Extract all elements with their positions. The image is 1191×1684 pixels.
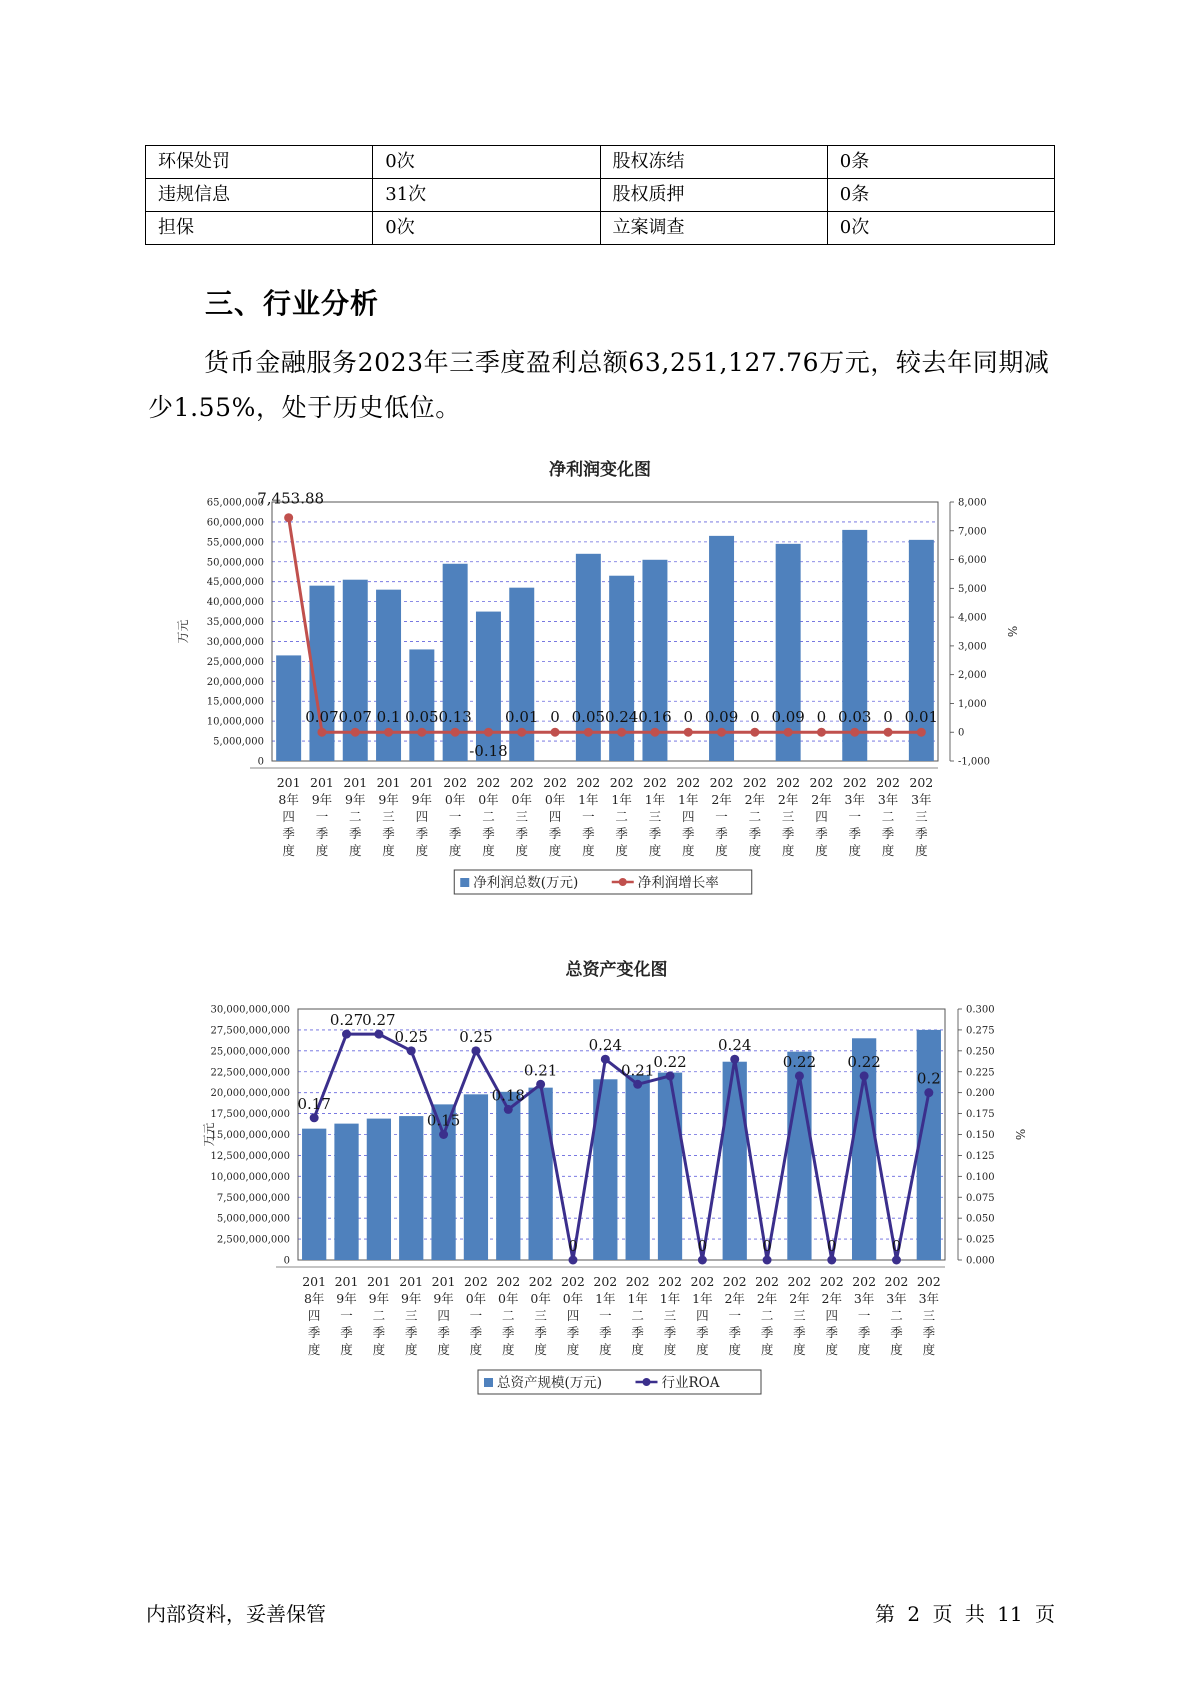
y-tick-label: 50,000,000 bbox=[206, 557, 264, 569]
y-tick-label: 12,500,000,000 bbox=[210, 1150, 290, 1162]
y2-tick-label: 0.050 bbox=[966, 1213, 995, 1225]
line-point bbox=[407, 1046, 416, 1055]
x-tick-label: 202 1年二季度 bbox=[625, 1274, 650, 1357]
y2-tick-label: 0.225 bbox=[966, 1067, 995, 1079]
line-point bbox=[417, 728, 426, 737]
line-point bbox=[666, 1071, 675, 1080]
chart-legend bbox=[454, 870, 752, 894]
x-tick-label: 202 3年一季度 bbox=[842, 775, 867, 858]
x-tick-label: 201 8年四季度 bbox=[276, 775, 301, 858]
y-tick-label: 7,500,000,000 bbox=[216, 1192, 290, 1204]
data-label: 0.27 bbox=[329, 1011, 364, 1030]
data-label: 0.05 bbox=[405, 708, 439, 727]
data-label: 0.18 bbox=[491, 1086, 525, 1105]
chart-title: 总资产变化图 bbox=[565, 960, 668, 980]
y2-tick-label: 0.000 bbox=[966, 1255, 995, 1267]
x-tick-label: 202 0年一季度 bbox=[443, 775, 468, 858]
bar bbox=[528, 1088, 552, 1260]
data-label: 0 bbox=[816, 708, 827, 727]
y-tick-label: 22,500,000,000 bbox=[210, 1067, 290, 1079]
y-tick-label: 17,500,000,000 bbox=[210, 1109, 290, 1121]
x-tick-label: 201 9年一季度 bbox=[334, 1274, 359, 1357]
line-point bbox=[860, 1071, 869, 1080]
y-tick-label: 15,000,000,000 bbox=[210, 1130, 290, 1141]
y2-tick-label: 0.200 bbox=[966, 1088, 995, 1100]
line-point bbox=[850, 728, 859, 737]
bar bbox=[464, 1094, 488, 1260]
risk-value-cell: 0次 bbox=[373, 212, 600, 245]
y2-tick-label: 0.275 bbox=[966, 1025, 995, 1037]
line-point bbox=[439, 1130, 448, 1139]
y-tick-label: 20,000,000 bbox=[206, 676, 264, 688]
y-tick-label: 30,000,000,000 bbox=[210, 1004, 290, 1016]
bar bbox=[842, 530, 867, 761]
chart-svg bbox=[0, 950, 1191, 1420]
line-point bbox=[763, 1256, 772, 1265]
risk-info-table bbox=[145, 145, 1055, 245]
line-point bbox=[924, 1088, 933, 1097]
x-tick-label: 202 3年二季度 bbox=[884, 1274, 909, 1357]
table-row bbox=[146, 179, 1055, 212]
data-label: -0.18 bbox=[469, 742, 508, 761]
x-tick-label: 201 9年二季度 bbox=[343, 775, 368, 858]
y-tick-label: 10,000,000,000 bbox=[210, 1171, 290, 1183]
data-label: 0 bbox=[550, 708, 560, 727]
line-point bbox=[471, 1046, 480, 1055]
data-label: 7,453.88 bbox=[257, 489, 325, 508]
x-tick-label: 201 9年一季度 bbox=[310, 775, 334, 858]
y2-tick-label: 0 bbox=[958, 727, 965, 739]
data-label: 0.01 bbox=[505, 708, 539, 727]
chart-svg bbox=[0, 450, 1191, 920]
data-label: 0.17 bbox=[297, 1094, 331, 1113]
section-title: 三、行业分析 bbox=[205, 287, 380, 320]
y2-tick-label: 7,000 bbox=[958, 526, 987, 538]
y2-axis-title: % bbox=[1005, 625, 1019, 638]
data-label: 0.2 bbox=[916, 1069, 941, 1088]
y2-tick-label: 0.100 bbox=[966, 1171, 995, 1183]
risk-value-cell: 0条 bbox=[827, 146, 1054, 179]
x-tick-label: 201 8年四季度 bbox=[302, 1274, 327, 1357]
line-point bbox=[351, 728, 360, 737]
y2-tick-label: 3,000 bbox=[958, 641, 987, 653]
legend-bar-label: 净利润总数(万元) bbox=[473, 875, 579, 891]
data-label: 0.21 bbox=[523, 1061, 558, 1080]
data-label: 0 bbox=[568, 1237, 578, 1255]
y-tick-label: 25,000,000 bbox=[206, 656, 264, 668]
legend-bar-swatch bbox=[484, 1378, 493, 1387]
line-point bbox=[892, 1256, 901, 1265]
bar bbox=[658, 1073, 682, 1260]
risk-value-cell: 31次 bbox=[373, 179, 600, 212]
data-label: 0 bbox=[697, 1237, 708, 1255]
x-tick-label: 202 2年四季度 bbox=[809, 775, 834, 858]
x-tick-label: 201 9年三季度 bbox=[376, 775, 401, 858]
data-label: 0.16 bbox=[638, 708, 672, 727]
line-point bbox=[617, 728, 626, 737]
x-tick-label: 202 0年三季度 bbox=[509, 775, 534, 858]
bar bbox=[409, 649, 434, 761]
line-point bbox=[917, 728, 926, 737]
x-tick-label: 202 2年三季度 bbox=[776, 775, 801, 858]
x-tick-label: 201 9年四季度 bbox=[431, 1274, 456, 1357]
y-tick-label: 15,000,000 bbox=[206, 696, 264, 708]
analysis-paragraph: 货币金融服务2023年三季度盈利总额63,251,127.76万元，较去年同期减少1.55%，处于历史低位。 bbox=[148, 348, 1050, 422]
x-tick-label: 202 2年二季度 bbox=[742, 775, 767, 858]
bar bbox=[917, 1030, 941, 1260]
y-tick-label: 2,500,000,000 bbox=[216, 1234, 290, 1246]
y2-tick-label: 8,000 bbox=[958, 497, 987, 509]
bar bbox=[302, 1129, 326, 1260]
y-tick-label: 5,000,000 bbox=[213, 736, 264, 748]
y-tick-label: 27,500,000,000 bbox=[210, 1025, 290, 1037]
y-tick-label: 30,000,000 bbox=[206, 636, 264, 648]
x-tick-label: 202 0年二季度 bbox=[496, 1274, 521, 1357]
risk-value-cell: 0次 bbox=[827, 212, 1054, 245]
line-point bbox=[484, 728, 493, 737]
x-tick-label: 202 3年三季度 bbox=[909, 775, 934, 858]
bar bbox=[496, 1092, 520, 1260]
risk-label-cell: 股权质押 bbox=[600, 179, 827, 212]
x-tick-label: 202 2年二季度 bbox=[755, 1274, 780, 1357]
net-profit-chart bbox=[0, 450, 1191, 920]
y-tick-label: 35,000,000 bbox=[206, 617, 264, 629]
line-point bbox=[384, 728, 393, 737]
risk-value-cell: 0次 bbox=[373, 146, 600, 179]
x-tick-label: 202 1年三季度 bbox=[643, 775, 667, 858]
line-point bbox=[601, 1055, 610, 1064]
y2-tick-label: 0.025 bbox=[966, 1234, 995, 1246]
y-axis-title: 万元 bbox=[202, 1122, 216, 1147]
legend-line-label: 行业ROA bbox=[661, 1375, 720, 1391]
data-label: 0.24 bbox=[604, 708, 639, 727]
footer-page-number: 第 2 页 共 11 页 bbox=[875, 1602, 1055, 1626]
x-tick-label: 202 0年四季度 bbox=[561, 1274, 585, 1357]
bar bbox=[276, 655, 301, 761]
y2-tick-label: 0.250 bbox=[966, 1046, 995, 1058]
y-tick-label: 55,000,000 bbox=[206, 537, 264, 549]
x-tick-label: 202 0年四季度 bbox=[543, 775, 567, 858]
x-tick-label: 202 1年四季度 bbox=[690, 1274, 715, 1357]
data-label: 0.09 bbox=[704, 708, 739, 727]
bar bbox=[626, 1075, 650, 1260]
data-label: 0.07 bbox=[338, 708, 372, 727]
line-point bbox=[284, 513, 293, 522]
line-point bbox=[827, 1256, 836, 1265]
x-tick-label: 201 9年二季度 bbox=[366, 1274, 391, 1357]
data-label: 0.01 bbox=[904, 708, 939, 727]
data-label: 0.09 bbox=[771, 708, 805, 727]
x-tick-label: 202 3年一季度 bbox=[852, 1274, 877, 1357]
line-point bbox=[517, 728, 526, 737]
line-point bbox=[374, 1030, 383, 1039]
x-tick-label: 202 2年四季度 bbox=[819, 1274, 844, 1357]
data-label: 0.22 bbox=[847, 1052, 881, 1071]
data-label: 0 bbox=[891, 1237, 902, 1255]
y-axis-title: 万元 bbox=[176, 619, 190, 644]
line-point bbox=[551, 728, 560, 737]
x-tick-label: 202 0年一季度 bbox=[463, 1274, 488, 1357]
y-tick-label: 10,000,000 bbox=[206, 716, 264, 728]
chart-title: 净利润变化图 bbox=[549, 460, 651, 480]
data-label: 0 bbox=[750, 708, 760, 727]
y2-tick-label: 0.125 bbox=[966, 1150, 995, 1162]
data-label: 0.22 bbox=[653, 1052, 687, 1071]
x-tick-label: 202 3年二季度 bbox=[876, 775, 900, 858]
bar bbox=[334, 1124, 358, 1260]
data-label: 0.22 bbox=[782, 1052, 817, 1071]
line-point bbox=[342, 1030, 351, 1039]
data-label: 0 bbox=[762, 1237, 772, 1255]
data-label: 0.25 bbox=[459, 1027, 493, 1046]
risk-value-cell: 0条 bbox=[827, 179, 1054, 212]
data-label: 0.13 bbox=[438, 708, 472, 727]
risk-label-cell: 担保 bbox=[146, 212, 373, 245]
line-point bbox=[684, 728, 693, 737]
y-tick-label: 25,000,000,000 bbox=[210, 1046, 290, 1058]
chart-legend bbox=[478, 1370, 761, 1394]
table-row bbox=[146, 146, 1055, 179]
x-tick-label: 201 9年三季度 bbox=[399, 1274, 424, 1357]
y2-tick-label: -1,000 bbox=[958, 756, 991, 768]
bar bbox=[399, 1116, 423, 1260]
y2-axis-title: % bbox=[1013, 1128, 1027, 1141]
y2-tick-label: 2,000 bbox=[958, 670, 987, 682]
table-row bbox=[146, 212, 1055, 245]
data-label: 0 bbox=[827, 1237, 837, 1255]
footer-confidential-note: 内部资料，妥善保管 bbox=[146, 1602, 326, 1626]
line-point bbox=[698, 1256, 707, 1265]
y2-tick-label: 5,000 bbox=[958, 583, 987, 595]
data-label: 0 bbox=[683, 708, 694, 727]
line-point bbox=[633, 1080, 642, 1089]
y-tick-label: 5,000,000,000 bbox=[216, 1213, 290, 1225]
line-point bbox=[317, 728, 326, 737]
x-tick-label: 202 1年一季度 bbox=[576, 775, 601, 858]
legend-line-label: 净利润增长率 bbox=[637, 875, 719, 891]
risk-label-cell: 环保处罚 bbox=[146, 146, 373, 179]
y2-tick-label: 0.175 bbox=[966, 1109, 995, 1121]
y2-tick-label: 0.300 bbox=[966, 1004, 995, 1016]
total-assets-chart bbox=[0, 950, 1191, 1420]
data-label: 0.24 bbox=[588, 1036, 623, 1055]
data-label: 0.15 bbox=[426, 1111, 461, 1130]
bar bbox=[476, 612, 501, 761]
x-tick-label: 202 1年四季度 bbox=[676, 775, 701, 858]
legend-bar-label: 总资产规模(万元) bbox=[497, 1375, 603, 1391]
y2-tick-label: 0.150 bbox=[966, 1130, 995, 1141]
line-point bbox=[817, 728, 826, 737]
legend-line-marker bbox=[643, 1378, 651, 1386]
line-point bbox=[650, 728, 659, 737]
line-point bbox=[717, 728, 726, 737]
line-point bbox=[884, 728, 893, 737]
line-point bbox=[795, 1071, 804, 1080]
y2-tick-label: 1,000 bbox=[958, 698, 987, 710]
y-tick-label: 0 bbox=[283, 1255, 290, 1267]
x-tick-label: 201 9年四季度 bbox=[409, 775, 434, 858]
risk-label-cell: 股权冻结 bbox=[600, 146, 827, 179]
data-label: 0.1 bbox=[376, 708, 401, 727]
line-point bbox=[584, 728, 593, 737]
data-label: 0.03 bbox=[838, 708, 872, 727]
bar bbox=[709, 536, 734, 761]
data-label: 0 bbox=[883, 708, 893, 727]
line-point bbox=[568, 1256, 577, 1265]
risk-label-cell: 违规信息 bbox=[146, 179, 373, 212]
y-tick-label: 65,000,000 bbox=[206, 497, 264, 509]
line-point bbox=[536, 1080, 545, 1089]
data-label: 0.05 bbox=[571, 708, 606, 727]
line-point bbox=[451, 728, 460, 737]
x-tick-label: 202 2年三季度 bbox=[787, 1274, 812, 1357]
risk-label-cell: 立案调查 bbox=[600, 212, 827, 245]
bar bbox=[367, 1119, 391, 1260]
data-label: 0.07 bbox=[305, 708, 339, 727]
line-point bbox=[504, 1105, 513, 1114]
line-point bbox=[310, 1113, 319, 1122]
x-tick-label: 202 2年一季度 bbox=[709, 775, 734, 858]
y2-tick-label: 4,000 bbox=[958, 612, 987, 624]
line-point bbox=[784, 728, 793, 737]
data-label: 0.27 bbox=[362, 1011, 396, 1030]
x-tick-label: 202 1年三季度 bbox=[658, 1274, 682, 1357]
y-tick-label: 0 bbox=[257, 756, 264, 768]
y2-tick-label: 6,000 bbox=[958, 555, 987, 567]
x-tick-label: 202 1年二季度 bbox=[609, 775, 634, 858]
y2-tick-label: 0.075 bbox=[966, 1192, 995, 1204]
x-tick-label: 202 1年一季度 bbox=[593, 1274, 618, 1357]
bar bbox=[723, 1062, 747, 1260]
x-tick-label: 202 0年二季度 bbox=[476, 775, 501, 858]
y-tick-label: 40,000,000 bbox=[206, 597, 264, 609]
data-label: 0.25 bbox=[394, 1027, 428, 1046]
x-tick-label: 202 0年三季度 bbox=[528, 1274, 553, 1357]
line-point bbox=[750, 728, 759, 737]
y-tick-label: 20,000,000,000 bbox=[210, 1088, 290, 1100]
y-tick-label: 45,000,000 bbox=[206, 577, 264, 589]
data-label: 0.24 bbox=[718, 1036, 752, 1055]
line-point bbox=[730, 1055, 739, 1064]
x-tick-label: 202 3年三季度 bbox=[916, 1274, 941, 1357]
data-label: 0.21 bbox=[620, 1061, 655, 1080]
legend-line-marker bbox=[619, 878, 627, 886]
x-tick-label: 202 2年一季度 bbox=[722, 1274, 747, 1357]
y-tick-label: 60,000,000 bbox=[206, 517, 264, 529]
legend-bar-swatch bbox=[460, 878, 469, 887]
